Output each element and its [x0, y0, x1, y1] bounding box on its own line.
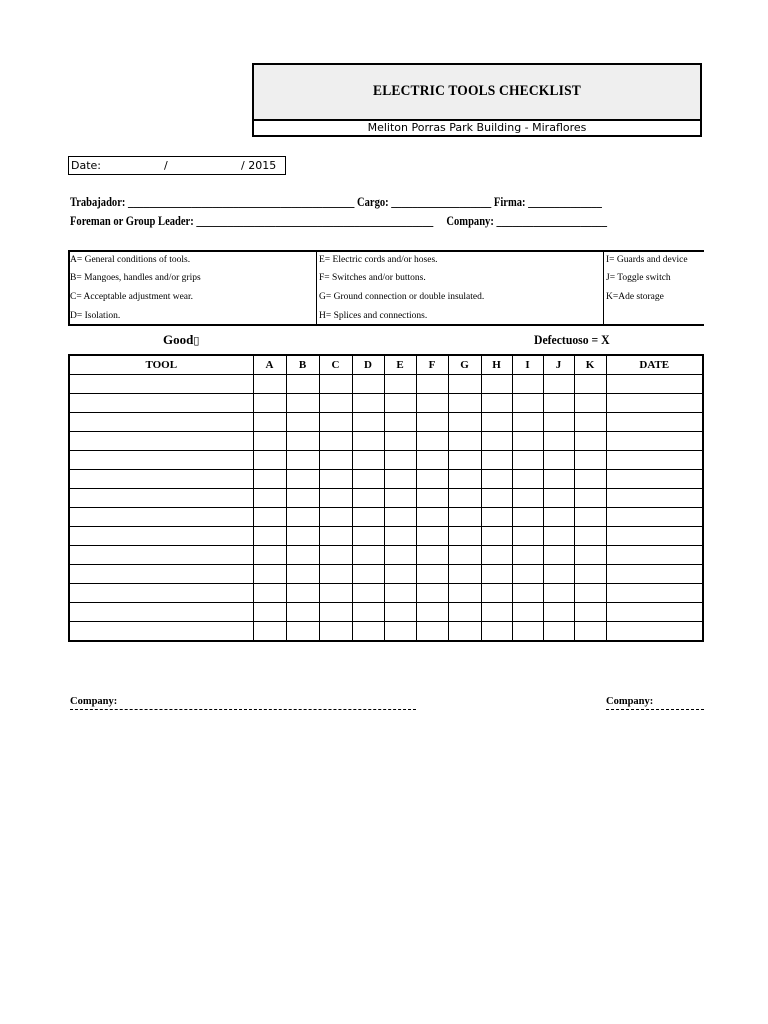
table-cell[interactable]: [384, 622, 416, 642]
table-cell[interactable]: [286, 546, 319, 565]
document-subtitle: Meliton Porras Park Building - Miraflores: [367, 121, 587, 134]
table-cell[interactable]: [481, 394, 512, 413]
table-row: [69, 432, 703, 451]
table-cell[interactable]: [286, 603, 319, 622]
tools-checklist-table: [68, 354, 704, 642]
table-cell[interactable]: [253, 622, 286, 642]
column-header: DATE: [606, 355, 703, 375]
footer-company-right-line[interactable]: [606, 709, 704, 710]
date-label: Date:: [71, 159, 101, 172]
date-field[interactable]: [68, 156, 286, 175]
table-cell[interactable]: [574, 622, 606, 642]
column-header: C: [319, 355, 352, 375]
column-header: I: [512, 355, 543, 375]
table-cell[interactable]: [69, 584, 253, 603]
defective-legend: Defectuoso = X: [534, 332, 610, 347]
table-cell[interactable]: [416, 546, 448, 565]
table-cell[interactable]: [416, 527, 448, 546]
legend-item: J= Toggle switch: [606, 273, 671, 283]
table-cell[interactable]: [416, 394, 448, 413]
table-cell[interactable]: [448, 413, 481, 432]
table-cell[interactable]: [416, 489, 448, 508]
table-cell[interactable]: [574, 432, 606, 451]
table-cell[interactable]: [512, 508, 543, 527]
table-cell[interactable]: [512, 470, 543, 489]
table-row: [69, 546, 703, 565]
table-cell[interactable]: [448, 527, 481, 546]
table-cell[interactable]: [543, 603, 574, 622]
table-cell[interactable]: [574, 508, 606, 527]
table-cell[interactable]: [352, 527, 384, 546]
table-cell[interactable]: [543, 413, 574, 432]
column-header: F: [416, 355, 448, 375]
table-cell[interactable]: [606, 413, 703, 432]
table-cell[interactable]: [574, 375, 606, 394]
table-cell[interactable]: [481, 508, 512, 527]
table-cell[interactable]: [448, 565, 481, 584]
table-cell[interactable]: [606, 622, 703, 642]
table-cell[interactable]: [253, 527, 286, 546]
table-cell[interactable]: [574, 603, 606, 622]
table-cell[interactable]: [69, 470, 253, 489]
table-cell[interactable]: [384, 375, 416, 394]
table-cell[interactable]: [543, 470, 574, 489]
table-cell[interactable]: [352, 603, 384, 622]
table-cell[interactable]: [606, 489, 703, 508]
table-cell[interactable]: [253, 489, 286, 508]
table-row: [69, 470, 703, 489]
legend-item: A= General conditions of tools.: [70, 255, 191, 265]
table-cell[interactable]: [352, 622, 384, 642]
table-cell[interactable]: [69, 394, 253, 413]
table-header-row: [69, 355, 703, 375]
legend-item: F= Switches and/or buttons.: [319, 273, 426, 283]
title-banner: [254, 65, 700, 121]
table-cell[interactable]: [319, 375, 352, 394]
good-legend: [163, 332, 199, 348]
table-cell[interactable]: [352, 394, 384, 413]
table-cell[interactable]: [384, 584, 416, 603]
table-cell[interactable]: [253, 603, 286, 622]
foreman-info-line[interactable]: Foreman or Group Leader: _____________________________________________ Company: _____________________: [70, 213, 608, 228]
table-cell[interactable]: [543, 584, 574, 603]
legend-item: H= Splices and connections.: [319, 311, 428, 321]
table-cell[interactable]: [512, 375, 543, 394]
column-header: J: [543, 355, 574, 375]
table-cell[interactable]: [384, 489, 416, 508]
table-cell[interactable]: [286, 565, 319, 584]
footer-company-left-label: Company:: [70, 696, 118, 707]
table-cell[interactable]: [543, 432, 574, 451]
table-cell[interactable]: [481, 565, 512, 584]
legend-item: B= Mangoes, handles and/or grips: [70, 273, 201, 283]
footer-company-right-label: Company:: [606, 696, 654, 707]
legend-divider: [603, 250, 604, 326]
table-cell[interactable]: [481, 413, 512, 432]
good-label: Good: [163, 332, 194, 347]
table-cell[interactable]: [481, 470, 512, 489]
column-header: A: [253, 355, 286, 375]
table-cell[interactable]: [512, 603, 543, 622]
table-cell[interactable]: [481, 451, 512, 470]
table-cell[interactable]: [543, 508, 574, 527]
table-cell[interactable]: [512, 451, 543, 470]
table-cell[interactable]: [543, 622, 574, 642]
table-cell[interactable]: [286, 413, 319, 432]
table-cell[interactable]: [574, 451, 606, 470]
table-cell[interactable]: [286, 470, 319, 489]
table-cell[interactable]: [352, 375, 384, 394]
table-cell[interactable]: [253, 451, 286, 470]
table-cell[interactable]: [384, 451, 416, 470]
table-cell[interactable]: [69, 375, 253, 394]
table-cell[interactable]: [319, 527, 352, 546]
table-cell[interactable]: [319, 508, 352, 527]
legend-item: I= Guards and device: [606, 255, 688, 265]
table-cell[interactable]: [69, 508, 253, 527]
table-cell[interactable]: [606, 546, 703, 565]
table-cell[interactable]: [448, 432, 481, 451]
column-header: E: [384, 355, 416, 375]
table-cell[interactable]: [319, 489, 352, 508]
table-cell[interactable]: [512, 565, 543, 584]
table-cell[interactable]: [352, 546, 384, 565]
table-cell[interactable]: [606, 375, 703, 394]
table-cell[interactable]: [286, 508, 319, 527]
table-cell[interactable]: [416, 432, 448, 451]
title-box: [252, 63, 702, 137]
column-header: TOOL: [69, 355, 253, 375]
table-cell[interactable]: [606, 527, 703, 546]
table-cell[interactable]: [286, 451, 319, 470]
table-cell[interactable]: [69, 489, 253, 508]
table-cell[interactable]: [481, 622, 512, 642]
table-cell[interactable]: [384, 508, 416, 527]
date-separator-1: /: [164, 159, 168, 172]
table-cell[interactable]: [543, 527, 574, 546]
table-cell[interactable]: [319, 394, 352, 413]
table-cell[interactable]: [69, 413, 253, 432]
table-cell[interactable]: [574, 584, 606, 603]
table-cell[interactable]: [253, 394, 286, 413]
legend-item: C= Acceptable adjustment wear.: [70, 292, 194, 302]
table-cell[interactable]: [416, 603, 448, 622]
table-cell[interactable]: [512, 546, 543, 565]
table-cell[interactable]: [286, 432, 319, 451]
table-row: [69, 584, 703, 603]
table-cell[interactable]: [606, 451, 703, 470]
table-cell[interactable]: [384, 527, 416, 546]
table-row: [69, 413, 703, 432]
table-cell[interactable]: [69, 546, 253, 565]
table-cell[interactable]: [481, 489, 512, 508]
table-cell[interactable]: [606, 394, 703, 413]
table-cell[interactable]: [319, 565, 352, 584]
table-cell[interactable]: [416, 622, 448, 642]
table-cell[interactable]: [543, 489, 574, 508]
table-cell[interactable]: [606, 565, 703, 584]
table-cell[interactable]: [319, 413, 352, 432]
table-cell[interactable]: [253, 432, 286, 451]
table-cell[interactable]: [253, 470, 286, 489]
column-header: K: [574, 355, 606, 375]
table-cell[interactable]: [512, 413, 543, 432]
table-cell[interactable]: [543, 451, 574, 470]
legend-divider: [316, 250, 317, 326]
table-cell[interactable]: [319, 432, 352, 451]
document-title: ELECTRIC TOOLS CHECKLIST: [373, 83, 581, 99]
table-cell[interactable]: [384, 603, 416, 622]
table-cell[interactable]: [606, 508, 703, 527]
table-cell[interactable]: [416, 470, 448, 489]
table-cell[interactable]: [512, 489, 543, 508]
table-cell[interactable]: [574, 527, 606, 546]
table-cell[interactable]: [352, 565, 384, 584]
date-year: / 2015: [241, 159, 277, 172]
table-cell[interactable]: [352, 451, 384, 470]
table-cell[interactable]: [416, 451, 448, 470]
table-cell[interactable]: [319, 546, 352, 565]
column-header: D: [352, 355, 384, 375]
table-cell[interactable]: [574, 489, 606, 508]
table-cell[interactable]: [448, 603, 481, 622]
table-cell[interactable]: [286, 622, 319, 642]
table-body: [69, 375, 703, 642]
table-cell[interactable]: [286, 375, 319, 394]
table-cell[interactable]: [448, 622, 481, 642]
table-cell[interactable]: [512, 432, 543, 451]
table-cell[interactable]: [286, 394, 319, 413]
table-cell[interactable]: [481, 584, 512, 603]
table-cell[interactable]: [352, 584, 384, 603]
table-cell[interactable]: [448, 489, 481, 508]
table-cell[interactable]: [253, 584, 286, 603]
table-cell[interactable]: [352, 432, 384, 451]
table-cell[interactable]: [574, 394, 606, 413]
table-cell[interactable]: [448, 584, 481, 603]
table-cell[interactable]: [606, 432, 703, 451]
table-cell[interactable]: [448, 470, 481, 489]
table-cell[interactable]: [543, 546, 574, 565]
table-row: [69, 394, 703, 413]
table-cell[interactable]: [481, 432, 512, 451]
table-cell[interactable]: [543, 394, 574, 413]
table-cell[interactable]: [384, 413, 416, 432]
legend-item: K=Ade storage: [606, 292, 664, 302]
table-cell[interactable]: [481, 603, 512, 622]
legend-item: D= Isolation.: [70, 311, 121, 321]
column-header: G: [448, 355, 481, 375]
table-cell[interactable]: [512, 584, 543, 603]
table-cell[interactable]: [69, 527, 253, 546]
table-cell[interactable]: [416, 584, 448, 603]
table-cell[interactable]: [448, 451, 481, 470]
footer-company-left-line[interactable]: [70, 709, 416, 710]
table-cell[interactable]: [352, 508, 384, 527]
table-cell[interactable]: [384, 546, 416, 565]
table-cell[interactable]: [416, 565, 448, 584]
table-row: [69, 489, 703, 508]
table-cell[interactable]: [286, 527, 319, 546]
table-cell[interactable]: [319, 584, 352, 603]
table-cell[interactable]: [253, 508, 286, 527]
table-cell[interactable]: [481, 527, 512, 546]
table-cell[interactable]: [69, 432, 253, 451]
table-cell[interactable]: [69, 451, 253, 470]
table-cell[interactable]: [448, 394, 481, 413]
table-cell[interactable]: [448, 375, 481, 394]
worker-info-line[interactable]: Trabajador: ___________________________________________ Cargo: ___________________ Firma: ______________: [70, 194, 602, 209]
table-cell[interactable]: [319, 470, 352, 489]
legend-item: G= Ground connection or double insulated.: [319, 292, 485, 302]
table-cell[interactable]: [512, 394, 543, 413]
table-cell[interactable]: [606, 603, 703, 622]
table-cell[interactable]: [253, 565, 286, 584]
table-row: [69, 527, 703, 546]
column-header: B: [286, 355, 319, 375]
table-cell[interactable]: [416, 413, 448, 432]
table-cell[interactable]: [574, 565, 606, 584]
table-cell[interactable]: [253, 546, 286, 565]
table-cell[interactable]: [384, 394, 416, 413]
table-cell[interactable]: [69, 622, 253, 642]
table-cell[interactable]: [384, 432, 416, 451]
table-cell[interactable]: [543, 565, 574, 584]
table-row: [69, 451, 703, 470]
table-cell[interactable]: [512, 622, 543, 642]
table-cell[interactable]: [606, 584, 703, 603]
table-cell[interactable]: [512, 527, 543, 546]
table-cell[interactable]: [253, 413, 286, 432]
column-header: H: [481, 355, 512, 375]
table-cell[interactable]: [69, 565, 253, 584]
table-row: [69, 603, 703, 622]
legend-item: E= Electric cords and/or hoses.: [319, 255, 438, 265]
table-cell[interactable]: [416, 508, 448, 527]
table-cell[interactable]: [352, 470, 384, 489]
table-row: [69, 375, 703, 394]
table-cell[interactable]: [574, 413, 606, 432]
table-cell[interactable]: [543, 375, 574, 394]
table-row: [69, 508, 703, 527]
table-cell[interactable]: [286, 584, 319, 603]
table-cell[interactable]: [384, 565, 416, 584]
table-cell[interactable]: [448, 508, 481, 527]
table-cell[interactable]: [574, 546, 606, 565]
table-cell[interactable]: [416, 375, 448, 394]
table-cell[interactable]: [253, 375, 286, 394]
table-cell[interactable]: [352, 489, 384, 508]
table-cell[interactable]: [286, 489, 319, 508]
table-cell[interactable]: [319, 622, 352, 642]
table-row: [69, 622, 703, 642]
table-cell[interactable]: [574, 470, 606, 489]
table-row: [69, 565, 703, 584]
table-cell[interactable]: [319, 451, 352, 470]
table-cell[interactable]: [352, 413, 384, 432]
good-mark: ▯: [193, 334, 200, 347]
table-cell[interactable]: [448, 546, 481, 565]
table-cell[interactable]: [69, 603, 253, 622]
table-cell[interactable]: [384, 470, 416, 489]
table-cell[interactable]: [481, 546, 512, 565]
table-cell[interactable]: [319, 603, 352, 622]
table-cell[interactable]: [606, 470, 703, 489]
table-cell[interactable]: [481, 375, 512, 394]
